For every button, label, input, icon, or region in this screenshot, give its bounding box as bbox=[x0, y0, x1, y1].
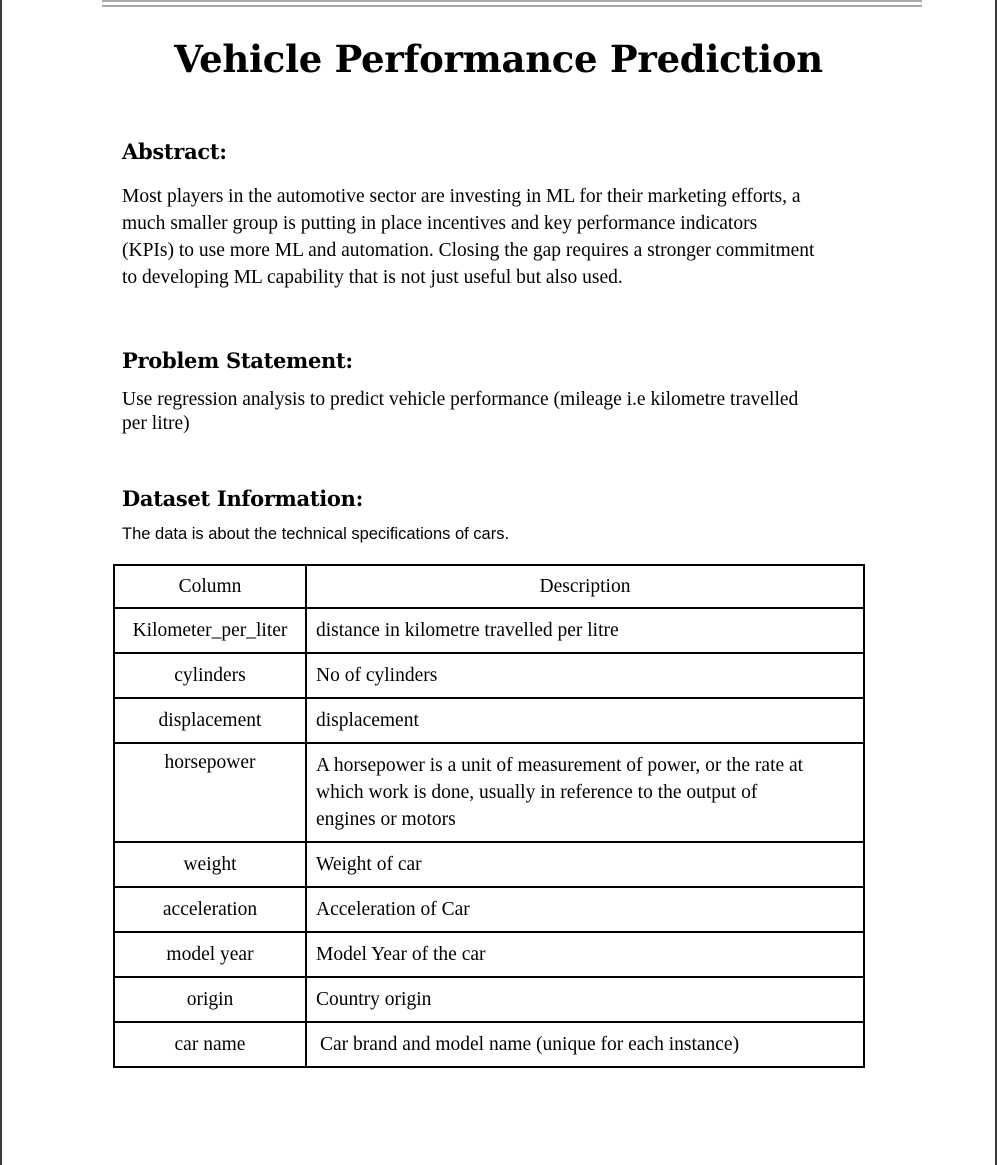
column-cell: weight bbox=[114, 842, 306, 887]
abstract-heading: Abstract: bbox=[122, 139, 227, 164]
problem-statement-paragraph bbox=[122, 388, 882, 436]
description-header: Description bbox=[306, 565, 864, 608]
abstract-line: to developing ML capability that is not just useful but also used. bbox=[122, 267, 623, 288]
dataset-intro: The data is about the technical specifications of cars. bbox=[122, 525, 510, 543]
header-rule bbox=[102, 0, 922, 2]
description-line: which work is done, usually in reference to the output of bbox=[316, 782, 758, 803]
column-cell: car name bbox=[114, 1022, 306, 1067]
table-header-row bbox=[114, 565, 864, 608]
column-cell: displacement bbox=[114, 698, 306, 743]
description-cell: Country origin bbox=[306, 977, 864, 1022]
table-row bbox=[114, 932, 864, 977]
table-row bbox=[114, 698, 864, 743]
table-row bbox=[114, 977, 864, 1022]
table-row bbox=[114, 608, 864, 653]
description-cell: Weight of car bbox=[306, 842, 864, 887]
description-cell: Model Year of the car bbox=[306, 932, 864, 977]
description-cell: distance in kilometre travelled per litre bbox=[306, 608, 864, 653]
table-row bbox=[114, 653, 864, 698]
abstract-line: much smaller group is putting in place incentives and key performance indicators bbox=[122, 213, 758, 234]
header-rule-secondary bbox=[102, 5, 922, 7]
description-cell: Car brand and model name (unique for each instance) bbox=[306, 1022, 864, 1067]
table-row bbox=[114, 1022, 864, 1067]
column-header: Column bbox=[114, 565, 306, 608]
column-cell: acceleration bbox=[114, 887, 306, 932]
abstract-line: Most players in the automotive sector are investing in ML for their marketing efforts, a bbox=[122, 186, 801, 207]
column-cell: origin bbox=[114, 977, 306, 1022]
description-cell: Acceleration of Car bbox=[306, 887, 864, 932]
description-cell bbox=[306, 743, 864, 842]
description-line: A horsepower is a unit of measurement of power, or the rate at bbox=[316, 755, 804, 776]
column-cell: Kilometer_per_liter bbox=[114, 608, 306, 653]
description-cell: No of cylinders bbox=[306, 653, 864, 698]
problem-statement-heading: Problem Statement: bbox=[122, 348, 353, 373]
dataset-heading: Dataset Information: bbox=[122, 486, 364, 511]
table-row bbox=[114, 887, 864, 932]
document-title: Vehicle Performance Prediction bbox=[174, 37, 823, 81]
problem-line: per litre) bbox=[122, 413, 190, 434]
table-row bbox=[114, 743, 864, 842]
table-row bbox=[114, 842, 864, 887]
dataset-columns-table bbox=[113, 564, 865, 1068]
column-cell: model year bbox=[114, 932, 306, 977]
column-cell: horsepower bbox=[114, 743, 306, 842]
abstract-line: (KPIs) to use more ML and automation. Closing the gap requires a stronger commitment bbox=[122, 240, 815, 261]
description-line: engines or motors bbox=[316, 809, 456, 830]
column-cell: cylinders bbox=[114, 653, 306, 698]
abstract-paragraph bbox=[122, 183, 882, 291]
page-border-left bbox=[0, 0, 2, 1165]
description-cell: displacement bbox=[306, 698, 864, 743]
problem-line: Use regression analysis to predict vehicle performance (mileage i.e kilometre travelled bbox=[122, 389, 799, 410]
